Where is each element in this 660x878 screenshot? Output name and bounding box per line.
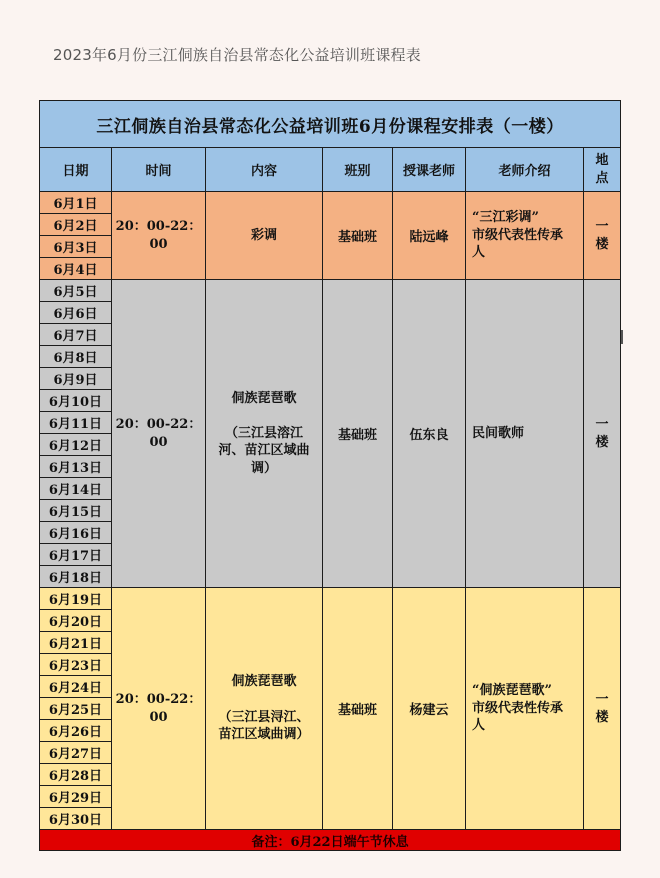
date-cell: 6月24日 xyxy=(40,676,112,698)
date-cell: 6月23日 xyxy=(40,654,112,676)
content-cell: 彩调 xyxy=(206,192,323,280)
location-cell: 一 楼 xyxy=(584,280,621,588)
date-cell: 6月11日 xyxy=(40,412,112,434)
date-cell: 6月2日 xyxy=(40,214,112,236)
date-cell: 6月19日 xyxy=(40,588,112,610)
date-cell: 6月29日 xyxy=(40,786,112,808)
holiday-note: 备注：6月22日端午节休息 xyxy=(40,830,621,851)
date-cell: 6月28日 xyxy=(40,764,112,786)
time-cell: 20：00-22： 00 xyxy=(112,280,206,588)
header-location: 地 点 xyxy=(584,148,621,192)
class-cell: 基础班 xyxy=(323,192,393,280)
date-cell: 6月14日 xyxy=(40,478,112,500)
note-row xyxy=(40,830,621,851)
date-cell: 6月20日 xyxy=(40,610,112,632)
date-cell: 6月17日 xyxy=(40,544,112,566)
teacher-intro-cell: “侗族琵琶歌” 市级代表性传承 人 xyxy=(466,588,584,830)
date-cell: 6月8日 xyxy=(40,346,112,368)
date-cell: 6月16日 xyxy=(40,522,112,544)
teacher-intro-cell: 民间歌师 xyxy=(466,280,584,588)
date-cell: 6月26日 xyxy=(40,720,112,742)
date-cell: 6月3日 xyxy=(40,236,112,258)
date-cell: 6月30日 xyxy=(40,808,112,830)
date-cell: 6月21日 xyxy=(40,632,112,654)
header-content: 内容 xyxy=(206,148,323,192)
table-title: 三江侗族自治县常态化公益培训班6月份课程安排表（一楼） xyxy=(40,101,621,148)
content-cell: 侗族琵琶歌 （三江县浔江、 苗江区域曲调） xyxy=(206,588,323,830)
date-cell: 6月4日 xyxy=(40,258,112,280)
class-cell: 基础班 xyxy=(323,588,393,830)
table-row xyxy=(40,588,621,610)
date-cell: 6月25日 xyxy=(40,698,112,720)
header-teacher-intro: 老师介绍 xyxy=(466,148,584,192)
time-cell: 20：00-22： 00 xyxy=(112,588,206,830)
location-cell: 一 楼 xyxy=(584,588,621,830)
date-cell: 6月13日 xyxy=(40,456,112,478)
date-cell: 6月18日 xyxy=(40,566,112,588)
header-class: 班别 xyxy=(323,148,393,192)
date-cell: 6月15日 xyxy=(40,500,112,522)
date-cell: 6月7日 xyxy=(40,324,112,346)
table-row xyxy=(40,192,621,214)
time-cell: 20：00-22： 00 xyxy=(112,192,206,280)
content-cell: 侗族琵琶歌 （三江县溶江 河、苗江区域曲 调） xyxy=(206,280,323,588)
date-cell: 6月12日 xyxy=(40,434,112,456)
header-date: 日期 xyxy=(40,148,112,192)
table-row xyxy=(40,280,621,302)
date-cell: 6月1日 xyxy=(40,192,112,214)
header-teacher: 授课老师 xyxy=(393,148,466,192)
date-cell: 6月10日 xyxy=(40,390,112,412)
teacher-cell: 伍东良 xyxy=(393,280,466,588)
class-cell: 基础班 xyxy=(323,280,393,588)
date-cell: 6月27日 xyxy=(40,742,112,764)
date-cell: 6月9日 xyxy=(40,368,112,390)
location-cell: 一 楼 xyxy=(584,192,621,280)
page-heading: 2023年6月份三江侗族自治县常态化公益培训班课程表 xyxy=(53,46,421,64)
scrollbar-marker[interactable] xyxy=(621,330,623,344)
date-cell: 6月5日 xyxy=(40,280,112,302)
header-row xyxy=(40,148,621,192)
schedule-table xyxy=(39,100,621,851)
teacher-intro-cell: “三江彩调” 市级代表性传承 人 xyxy=(466,192,584,280)
teacher-cell: 杨建云 xyxy=(393,588,466,830)
date-cell: 6月6日 xyxy=(40,302,112,324)
teacher-cell: 陆远峰 xyxy=(393,192,466,280)
header-time: 时间 xyxy=(112,148,206,192)
